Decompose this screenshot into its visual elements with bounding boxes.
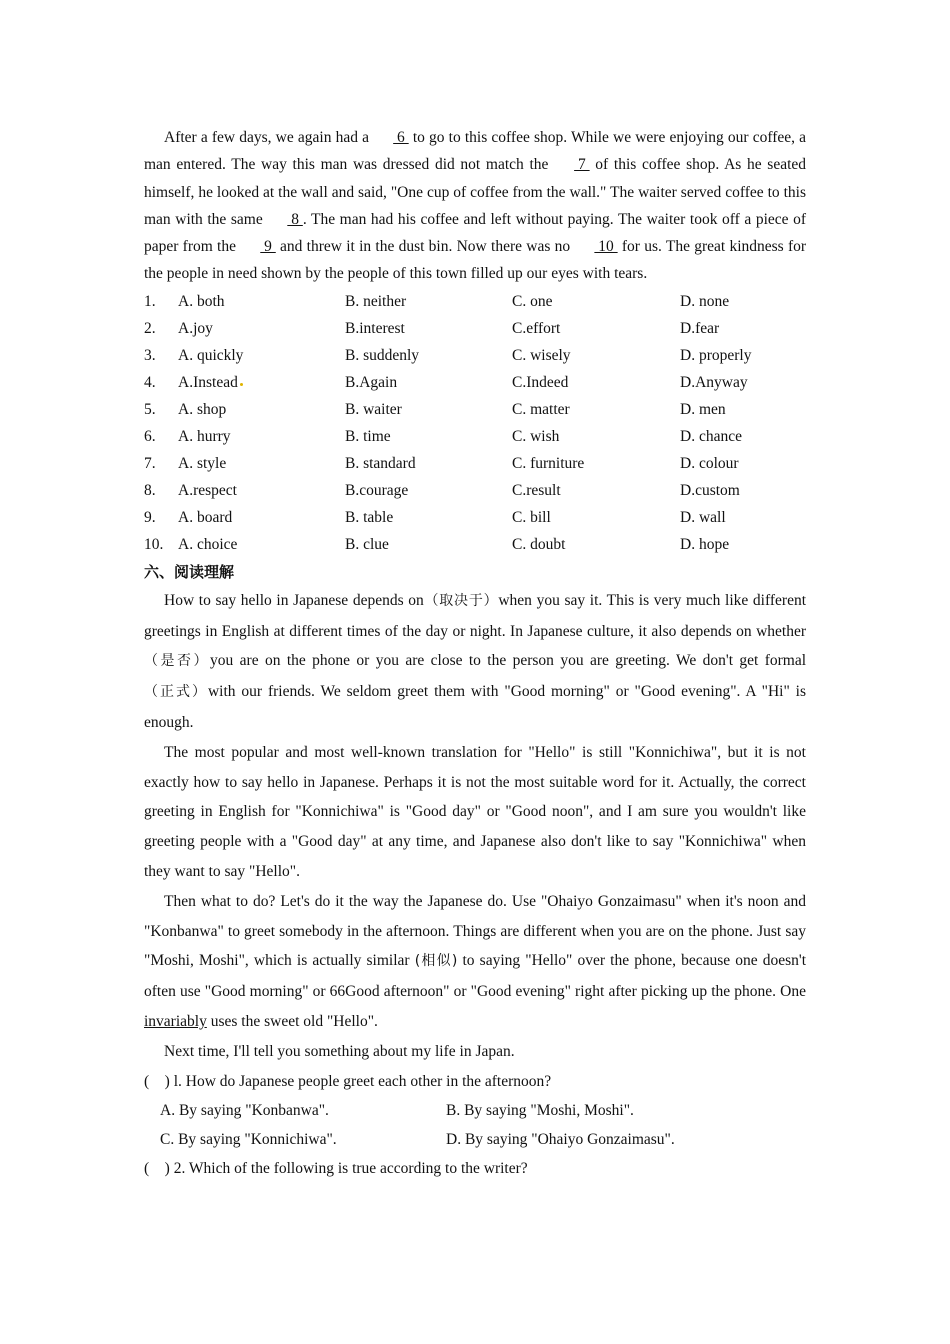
option-number: 3. [144, 346, 156, 364]
question-2 [144, 1154, 806, 1183]
paragraph-text: to saying "Hello" over the phone, because one doesn't often use "Good morning" or 66Good afternoon" or "Good evening" right after picking up the phone. One [144, 952, 806, 1001]
option-b: B. standard [345, 454, 416, 472]
option-d: D.custom [680, 481, 740, 499]
option-a: A. choice [178, 535, 238, 553]
option-a-cell [178, 369, 345, 396]
option-number: 7. [144, 454, 156, 472]
answer-bracket: ( ) [144, 1072, 170, 1090]
passage-text: After a few days, we again had a [164, 129, 370, 146]
option-a: A.joy [178, 319, 213, 337]
option-b: B.courage [345, 481, 409, 499]
option-b: B. clue [345, 535, 389, 553]
answer-a: A. By saying "Konbanwa". [160, 1101, 329, 1119]
option-b: B. table [345, 508, 394, 526]
option-row [144, 396, 806, 423]
reading-paragraph-2: The most popular and most well-known translation for "Hello" is still "Konnichiwa", but it is not exactly how to say hello in Japanese. Perhaps it is not the most suitable word for it. Actually, the correct greeting in English for "Konnichiwa" is "Good day" or "Good noon", and I am sure you wouldn't like greeting people with a "Good day" at any time, and Japanese also don't like to say "Konnichiwa" when they want to say "Hello". [144, 743, 806, 880]
option-d: D. hope [680, 535, 730, 553]
paragraph-text: uses the sweet old "Hello". [210, 1012, 378, 1030]
chinese-gloss: (相似) [414, 953, 458, 970]
option-b: B. neither [345, 292, 407, 310]
reading-paragraph-3 [144, 887, 806, 1037]
option-a: A. both [178, 292, 225, 310]
option-c: C.Indeed [512, 373, 569, 391]
option-number: 10. [144, 535, 164, 553]
option-a: A.Instead [178, 373, 238, 391]
passage-text: . The man had his coffee and left without paying. The waiter took off a piece of paper from the [144, 210, 807, 256]
passage-text: to go to this coffee shop. While we were enjoying our coffee, a man entered. The way this man was dressed did not match the [144, 129, 807, 174]
option-row [144, 504, 806, 531]
option-row [144, 450, 806, 477]
option-number: 6. [144, 427, 156, 445]
answer-d: D. By saying "Ohaiyo Gonzaimasu". [446, 1130, 675, 1148]
option-d: D. colour [680, 454, 739, 472]
option-d: D. chance [680, 427, 742, 445]
blank-9: 9 [260, 238, 276, 256]
option-number: 5. [144, 400, 156, 418]
option-b: B.Again [345, 373, 398, 391]
option-c: C. doubt [512, 535, 566, 553]
blank-10: 10 [594, 238, 618, 256]
option-row [144, 531, 806, 558]
option-d: D.Anyway [680, 373, 748, 391]
reading-paragraph-1 [144, 586, 806, 738]
option-c: C. one [512, 292, 553, 310]
paragraph-text: with our friends. We seldom greet them with "Good morning" or "Good evening". A "Hi" is enough. [144, 683, 806, 731]
option-a: A. board [178, 508, 233, 526]
chinese-gloss: （取决于） [423, 592, 499, 609]
paragraph-text: How to say hello in Japanese depends on [164, 591, 424, 609]
option-row [144, 288, 806, 315]
option-a: A. shop [178, 400, 227, 418]
passage-text: of this coffee shop. As he seated himself, he looked at the wall and said, "One cup of coffee from the wall." The waiter served coffee to this man with the same [144, 156, 807, 228]
option-d: D. men [680, 400, 726, 418]
answer-c: C. By saying "Konnichiwa". [160, 1130, 337, 1148]
paragraph-text: you are on the phone or you are close to the person you are greeting. We don't get formal [210, 652, 807, 670]
blank-8: 8 [287, 210, 303, 228]
options-table [144, 288, 806, 558]
answer-b: B. By saying "Moshi, Moshi". [446, 1101, 634, 1119]
option-d: D.fear [680, 319, 720, 337]
passage-text: for us. The great kindness for the people in need shown by the people of this town filled up our eyes with tears. [144, 238, 807, 283]
answer-row [144, 1125, 806, 1154]
section-heading: 六、阅读理解 [144, 562, 235, 581]
question-text: l. How do Japanese people greet each other in the afternoon? [173, 1072, 552, 1090]
option-d: D. none [680, 292, 730, 310]
option-row [144, 315, 806, 342]
option-c: C. wish [512, 427, 560, 445]
option-number: 2. [144, 319, 156, 337]
passage-text: and threw it in the dust bin. Now there was no [280, 238, 571, 256]
option-c: C. wisely [512, 346, 571, 364]
option-row [144, 342, 806, 369]
question-text: 2. Which of the following is true according to the writer? [173, 1159, 528, 1177]
document-page [144, 124, 806, 1183]
blank-6: 6 [393, 129, 409, 146]
option-b: B. time [345, 427, 391, 445]
option-number: 8. [144, 481, 156, 499]
option-b: B. suddenly [345, 346, 420, 364]
option-c: C. furniture [512, 454, 585, 472]
option-b: B.interest [345, 319, 405, 337]
option-c: C.result [512, 481, 561, 499]
answer-bracket: ( ) [144, 1159, 170, 1177]
option-c: C. bill [512, 508, 551, 526]
mark-dot-icon [240, 383, 243, 386]
paragraph-text: when you say it. This is very much like different greetings in English at different times of the day or night. In Japanese culture, it also depends on whether [144, 591, 807, 640]
option-d: D. properly [680, 346, 752, 364]
option-row [144, 477, 806, 504]
underlined-word: invariably [144, 1012, 207, 1030]
option-number: 1. [144, 292, 156, 310]
blank-7: 7 [574, 156, 590, 174]
chinese-gloss: （是否） [144, 653, 211, 670]
option-number: 4. [144, 373, 156, 391]
option-c: C. matter [512, 400, 570, 418]
option-d: D. wall [680, 508, 726, 526]
option-a: A. style [178, 454, 227, 472]
option-a: A.respect [178, 481, 237, 499]
chinese-gloss: （正式） [144, 684, 208, 701]
paragraph-text: Then what to do? Let's do it the way the Japanese do. Use "Ohaiyo Gonzaimasu" when it's noon and "Konbanwa" to greet somebody in the afternoon. Things are different when you are on the phone. Just say "Moshi, Moshi", which is actually similar [144, 892, 806, 970]
cloze-passage [144, 124, 806, 288]
option-row [144, 423, 806, 450]
option-row [144, 369, 806, 396]
option-number: 9. [144, 508, 156, 526]
answer-row [144, 1096, 806, 1125]
option-a: A. hurry [178, 427, 231, 445]
option-a: A. quickly [178, 346, 244, 364]
question-1 [144, 1067, 806, 1096]
reading-paragraph-4: Next time, I'll tell you something about my life in Japan. [164, 1042, 515, 1060]
option-b: B. waiter [345, 400, 402, 418]
option-c: C.effort [512, 319, 561, 337]
